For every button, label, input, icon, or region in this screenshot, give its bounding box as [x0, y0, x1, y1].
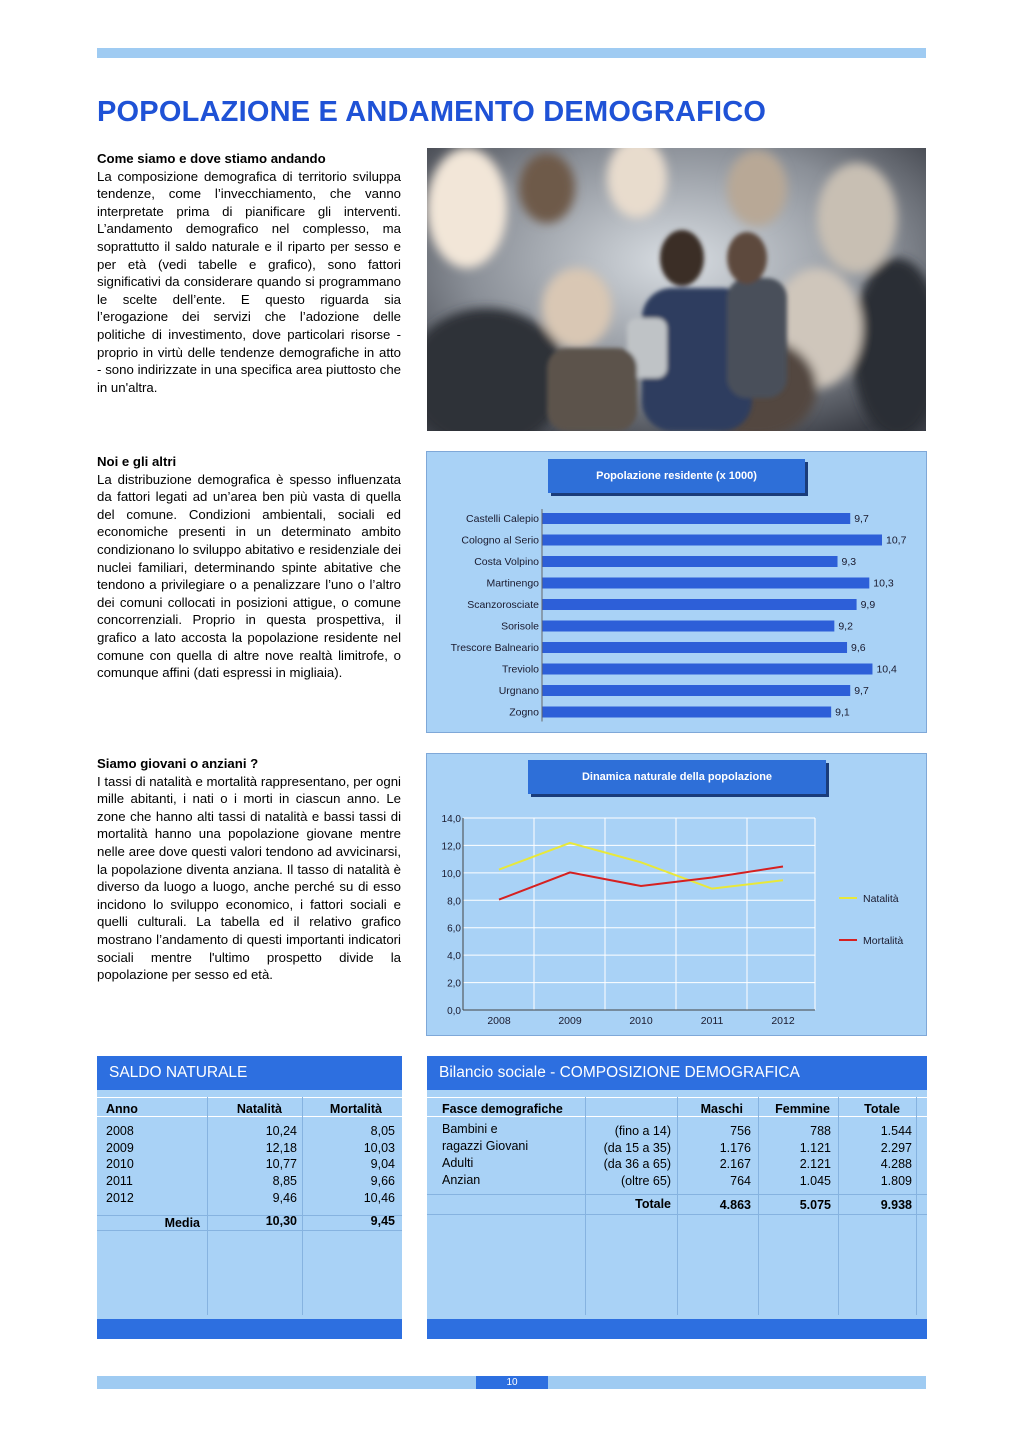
table-cell: 9,04 [370, 1157, 395, 1171]
y-tick-label: 14,0 [441, 814, 461, 825]
table-cell: 764 [730, 1174, 751, 1188]
table-footer-bar [97, 1319, 402, 1339]
table-cell: 10,46 [363, 1191, 395, 1205]
col-header-totale: Totale [864, 1102, 900, 1116]
x-tick-label: 2011 [700, 1015, 724, 1027]
category-label: Costa Volpino [474, 556, 539, 568]
y-tick-label: 12,0 [441, 841, 461, 853]
section-heading: Noi e gli altri [97, 454, 177, 469]
y-tick-label: 6,0 [447, 923, 461, 935]
population-bar-chart [426, 451, 927, 733]
table-cell: 2011 [106, 1174, 133, 1188]
bar-chart-svg [427, 452, 926, 732]
table-cell: 1.121 [799, 1141, 831, 1155]
table-cell: ragazzi Giovani [442, 1139, 529, 1153]
x-tick-label: 2008 [487, 1015, 511, 1027]
legend-label: Mortalità [863, 935, 904, 947]
table-cell: 2008 [106, 1124, 134, 1138]
y-tick-label: 10,0 [441, 868, 461, 880]
table-title: Bilancio sociale - COMPOSIZIONE DEMOGRAFICA [427, 1056, 927, 1090]
value-label: 9,3 [841, 556, 857, 568]
bar [542, 513, 850, 524]
top-decoration-bar [97, 48, 926, 58]
section-giovani-anziani [97, 755, 401, 984]
table-cell: 8,05 [370, 1124, 395, 1138]
media-mortalita: 9,45 [370, 1214, 395, 1228]
category-label: Urgnano [498, 685, 539, 697]
composizione-demografica-table [427, 1056, 927, 1339]
table-cell: 10,03 [363, 1141, 395, 1155]
value-label: 9,2 [838, 620, 853, 633]
y-tick-label: 2,0 [447, 978, 461, 990]
bar [542, 642, 847, 653]
category-label: Castelli Calepio [466, 513, 539, 525]
totale-label: Totale [635, 1197, 671, 1211]
y-tick-label: 4,0 [447, 951, 461, 963]
section-come-siamo [97, 150, 401, 396]
series-line-natalita [499, 843, 783, 889]
totale-totale: 9.938 [880, 1198, 912, 1212]
table-cell: 756 [730, 1124, 751, 1138]
bar [542, 685, 850, 696]
table-cell: 788 [810, 1124, 831, 1138]
bar [542, 535, 882, 546]
bar [542, 578, 869, 589]
col-header-mortalita: Mortalità [329, 1102, 382, 1116]
value-label: 10,4 [876, 663, 897, 676]
section-body: La composizione demografica di territorio sviluppa tendenze, come l’invecchiamento, che vanno interpretate prima di pianificare gli interventi. L’andamento demografico nel complesso, ma soprattutto il saldo naturale e il riparto per sesso e per età (vedi tabelle e grafico), sono fattori significativi da considerare quando si programmano le scelte dell’ente. E questo riguarda sia l’erogazione dei servizi che l’adozione delle politiche di investimento, dove particolari risorse - proprio in virtù delle tendenze demografiche in atto - sono indirizzate in una specifica area piuttosto che in un'altra. [97, 168, 401, 395]
value-label: 9,1 [835, 706, 850, 719]
page-number: 10 [476, 1376, 548, 1389]
value-label: 9,7 [854, 685, 869, 697]
chart-title: Dinamica naturale della popolazione [528, 760, 826, 794]
table-cell: 9,66 [370, 1174, 395, 1188]
table-title: SALDO NATURALE [97, 1056, 402, 1090]
bar [542, 621, 834, 632]
totale-femmine: 5.075 [799, 1198, 831, 1212]
y-tick-label: 0,0 [447, 1006, 461, 1017]
table-cell: (da 15 a 35) [603, 1141, 671, 1155]
table-cell: 1.544 [880, 1124, 912, 1138]
x-tick-label: 2009 [558, 1015, 582, 1027]
dinamica-line-chart [426, 753, 927, 1036]
table-cell: 2010 [106, 1157, 134, 1171]
table-cell: 1.045 [799, 1174, 831, 1188]
y-tick-label: 8,0 [447, 896, 461, 908]
section-heading: Siamo giovani o anziani ? [97, 756, 259, 771]
bar [542, 664, 872, 675]
table-cell: 1.176 [719, 1141, 751, 1155]
table-cell: 8,85 [272, 1174, 297, 1188]
value-label: 9,9 [860, 599, 876, 611]
table-cell: 2.297 [880, 1141, 912, 1155]
value-label: 10,3 [873, 577, 894, 590]
table-cell: Anzian [442, 1173, 481, 1187]
media-label: Media [164, 1216, 200, 1230]
section-body: I tassi di natalità e mortalità rappresentano, per ogni mille abitanti, i nati o i morti in ciascun anno. Le zone che hanno alti tassi di natalità e bassi tassi di mortalità hanno una popolazione giovane mentre nelle aree dove questi valori tendono ad avvicinarsi, la popolazione diventa anziana. Il tasso di natalità è diverso da luogo a luogo, anche perché su di esso incidono lo sviluppo economico, i fattori sociali e quelli culturali. La tabella ed il relativo grafico mostrano l’andamento di questi importanti indicatori sociali mentre l'ultimo prospetto divide la popolazione per sesso ed età. [97, 773, 401, 983]
value-label: 9,7 [854, 513, 869, 525]
value-label: 9,6 [851, 642, 866, 654]
col-header-femmine: Femmine [775, 1102, 830, 1116]
line-chart-svg [427, 754, 926, 1035]
x-tick-label: 2012 [771, 1015, 795, 1027]
bar [542, 556, 838, 567]
table-cell: 2012 [106, 1191, 134, 1205]
category-label: Zogno [509, 706, 539, 719]
table-cell: 2009 [106, 1141, 134, 1155]
saldo-naturale-table [97, 1056, 402, 1339]
category-label: Cologno al Serio [461, 534, 539, 547]
table-cell: 4.288 [880, 1157, 912, 1171]
series-line-mortalita [499, 867, 783, 900]
table-cell: 10,77 [265, 1157, 297, 1171]
category-label: Sorisole [501, 620, 539, 633]
table-footer-bar [427, 1319, 927, 1339]
col-header-anno: Anno [106, 1102, 138, 1116]
x-tick-label: 2010 [629, 1015, 653, 1027]
table-cell: (oltre 65) [620, 1174, 671, 1188]
table-cell: (da 36 a 65) [603, 1157, 671, 1171]
table-cell: 2.167 [719, 1157, 751, 1171]
crowd-photo [427, 148, 926, 431]
table-cell: 10,24 [265, 1124, 297, 1138]
totale-maschi: 4.863 [719, 1198, 751, 1212]
bar [542, 599, 857, 610]
section-heading: Come siamo e dove stiamo andando [97, 151, 326, 166]
category-label: Martinengo [486, 577, 539, 590]
table-cell: Adulti [442, 1156, 474, 1170]
table-cell: 2.121 [799, 1157, 831, 1171]
table-cell: 12,18 [265, 1141, 297, 1155]
composizione-grid [427, 1056, 927, 1339]
chart-title: Popolazione residente (x 1000) [548, 459, 805, 493]
media-natalita: 10,30 [265, 1214, 297, 1228]
category-label: Treviolo [502, 663, 539, 676]
bar [542, 707, 831, 718]
section-body: La distribuzione demografica è spesso influenzata da fattori legati ad un’area ben più vasta di quella del comune. Condizioni ambientali, sociali ed economiche presenti in un determinato ambito condizionano lo sviluppo abitativo e residenziale dei nuclei familiari, determinando spinte abitative che tendono a privilegiare o a penalizzare l’uno o l’altro dei comuni collocati in posizioni attigue, o comune concorrenziali. Proprio in questa prospettiva, il grafico a lato accosta la popolazione residente nel comune con quella di altre nove realtà limitrofe, o comunque affini (dati espressi in migliaia). [97, 471, 401, 681]
col-header-fasce: Fasce demografiche [442, 1102, 563, 1116]
section-noi-e-gli-altri [97, 453, 401, 682]
category-label: Scanzorosciate [467, 599, 539, 611]
value-label: 10,7 [886, 534, 907, 547]
col-header-maschi: Maschi [700, 1102, 743, 1116]
saldo-grid [97, 1056, 402, 1339]
table-cell: 9,46 [272, 1191, 297, 1205]
category-label: Trescore Balneario [450, 642, 539, 654]
col-header-natalita: Natalità [236, 1102, 282, 1116]
table-cell: Bambini e [442, 1122, 498, 1136]
table-cell: 1.809 [880, 1174, 912, 1188]
table-cell: (fino a 14) [614, 1124, 671, 1138]
page-title: POPOLAZIONE E ANDAMENTO DEMOGRAFICO [97, 96, 767, 128]
legend-label: Natalità [863, 893, 899, 905]
